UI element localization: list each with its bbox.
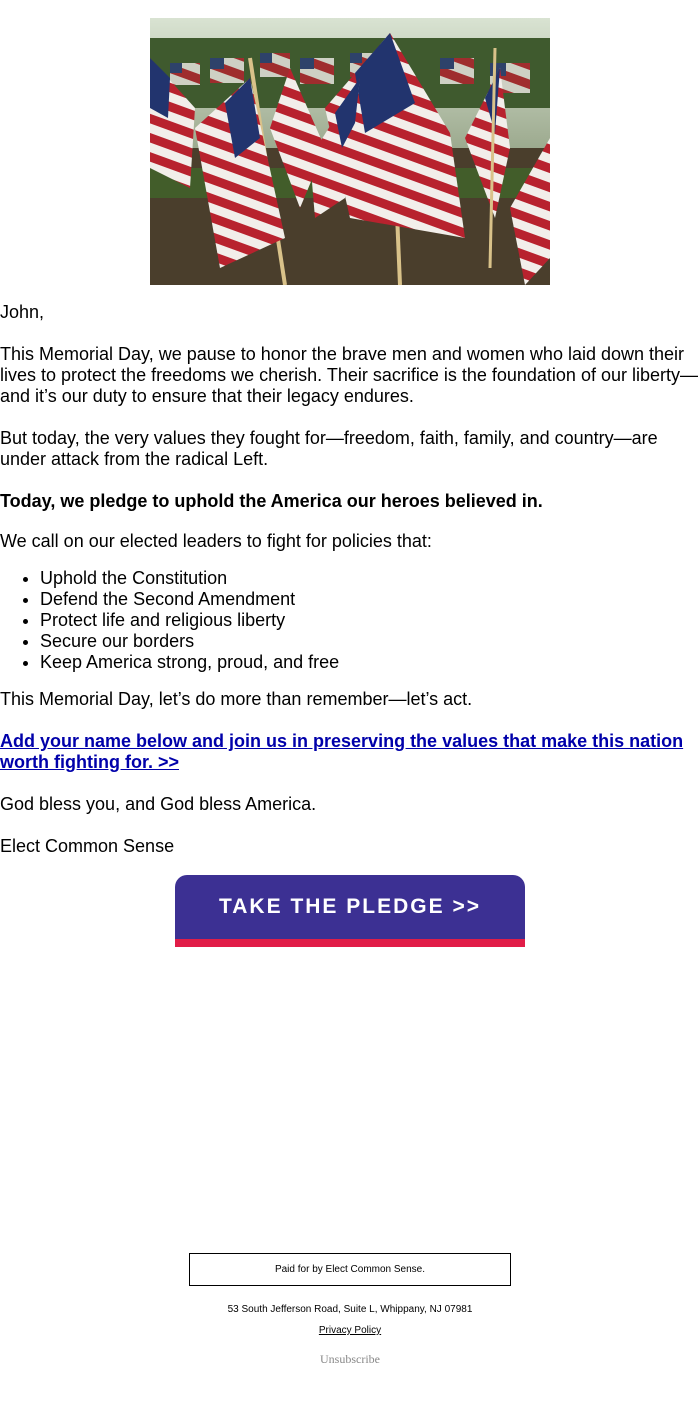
take-the-pledge-button[interactable]: TAKE THE PLEDGE >> xyxy=(175,875,525,947)
blessing: God bless you, and God bless America. xyxy=(0,794,317,814)
policy-list xyxy=(0,568,700,673)
paid-for-disclaimer: Paid for by Elect Common Sense. xyxy=(189,1253,511,1286)
privacy-policy-link[interactable]: Privacy Policy xyxy=(318,1325,382,1336)
paragraph-values: But today, the very values they fought for—freedom, faith, family, and country—are under attack from the radical Left. xyxy=(0,428,658,469)
footer xyxy=(0,1253,700,1367)
signoff: Elect Common Sense xyxy=(0,836,175,856)
paragraph-memorial: This Memorial Day, we pause to honor the brave men and women who laid down their lives to protect the freedoms we cherish. Their sacrifice is the foundation of our liberty—and it’s our duty to ensure that their legacy endures. xyxy=(0,344,698,406)
list-item: • Protect life and religious liberty xyxy=(40,610,700,631)
list-item: • Uphold the Constitution xyxy=(40,568,700,589)
list-item: • Keep America strong, proud, and free xyxy=(40,652,700,673)
list-item: • Defend the Second Amendment xyxy=(40,589,700,610)
list-item: • Secure our borders xyxy=(40,631,700,652)
mailing-address: 53 South Jefferson Road, Suite L, Whippany, NJ 07981 xyxy=(227,1304,473,1315)
hero-image-flags xyxy=(150,18,550,285)
greeting: John, xyxy=(0,302,45,322)
unsubscribe-container xyxy=(0,1352,700,1367)
pledge-heading: Today, we pledge to uphold the America our heroes believed in. xyxy=(0,491,543,511)
privacy-policy-container xyxy=(0,1325,700,1336)
cta-link-paragraph xyxy=(0,731,700,773)
add-your-name-link[interactable]: Add your name below and join us in preserving the values that make this nation worth fighting for. >> xyxy=(0,731,684,772)
remember-line: This Memorial Day, let’s do more than remember—let’s act. xyxy=(0,689,473,709)
policies-intro: We call on our elected leaders to fight for policies that: xyxy=(0,531,432,551)
unsubscribe-link[interactable]: Unsubscribe xyxy=(320,1352,380,1366)
email-body xyxy=(0,302,700,857)
pledge-button-container xyxy=(175,875,525,947)
